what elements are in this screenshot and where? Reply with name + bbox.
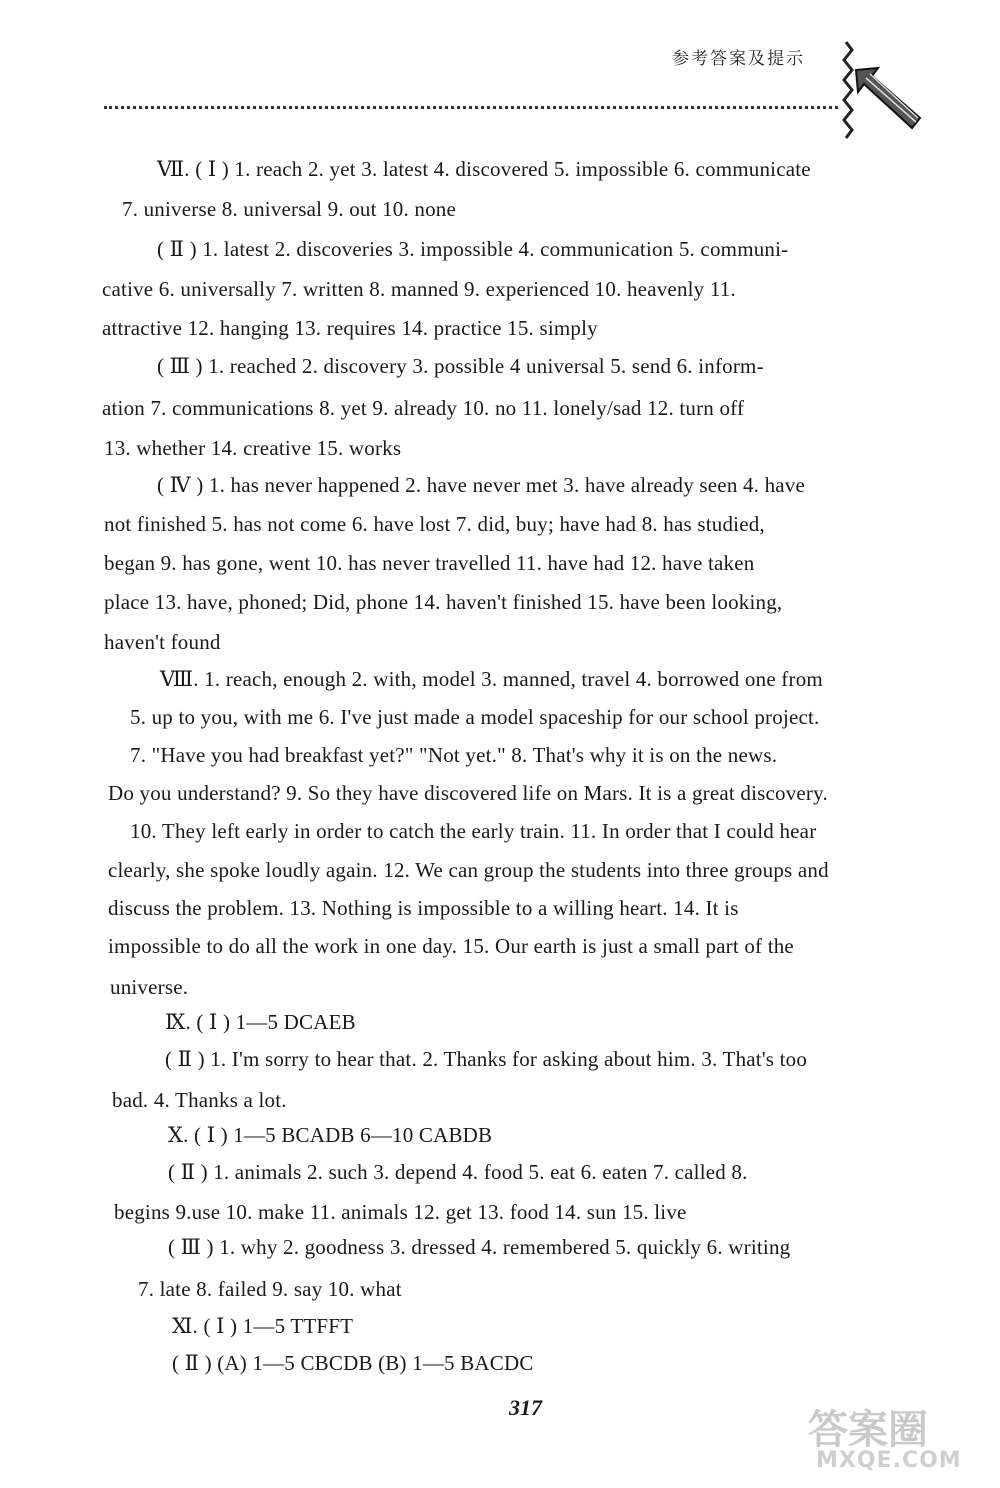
answer-line: ( Ⅱ ) 1. animals 2. such 3. depend 4. food 5. eat 6. eaten 7. called 8.	[168, 1160, 748, 1184]
answer-line: ( Ⅲ ) 1. reached 2. discovery 3. possible 4 universal 5. send 6. inform-	[157, 354, 764, 378]
arrow-decoration-icon	[838, 40, 928, 140]
answer-line: 5. up to you, with me 6. I've just made a model spaceship for our school project.	[130, 705, 820, 729]
answer-line: ation 7. communications 8. yet 9. already 10. no 11. lonely/sad 12. turn off	[102, 396, 745, 420]
answer-line: place 13. have, phoned; Did, phone 14. haven't finished 15. have been looking,	[104, 590, 783, 614]
answer-line: Ⅺ. ( Ⅰ ) 1—5 TTFFT	[172, 1314, 354, 1338]
watermark-logo-text: 答案圈	[808, 1407, 928, 1453]
header-title: 参考答案及提示	[672, 49, 805, 69]
answer-line: ( Ⅱ ) 1. I'm sorry to hear that. 2. Thanks for asking about him. 3. That's too	[165, 1047, 808, 1071]
answer-line: 7. universe 8. universal 9. out 10. none	[122, 197, 457, 221]
page-number: 317	[509, 1395, 542, 1420]
answer-line: haven't found	[104, 630, 221, 654]
answer-line: Ⅹ. ( Ⅰ ) 1—5 BCADB 6—10 CABDB	[168, 1123, 493, 1147]
answer-line: not finished 5. has not come 6. have lost 7. did, buy; have had 8. has studied,	[104, 512, 765, 536]
answer-line: Ⅶ. ( Ⅰ ) 1. reach 2. yet 3. latest 4. discovered 5. impossible 6. communicate	[157, 157, 811, 181]
answer-line: ( Ⅲ ) 1. why 2. goodness 3. dressed 4. remembered 5. quickly 6. writing	[168, 1235, 791, 1259]
answer-line: began 9. has gone, went 10. has never travelled 11. have had 12. have taken	[104, 551, 755, 575]
answer-line: impossible to do all the work in one day. 15. Our earth is just a small part of the	[108, 934, 794, 958]
watermark-url: MXQE.COM	[816, 1448, 962, 1473]
answer-line: cative 6. universally 7. written 8. manned 9. experienced 10. heavenly 11.	[102, 277, 736, 301]
answer-line: ( Ⅱ ) 1. latest 2. discoveries 3. impossible 4. communication 5. communi-	[157, 237, 789, 261]
answer-line: discuss the problem. 13. Nothing is impossible to a willing heart. 14. It is	[108, 896, 739, 920]
answer-line: universe.	[110, 975, 189, 999]
answer-line: begins 9.use 10. make 11. animals 12. get 13. food 14. sun 15. live	[114, 1200, 687, 1224]
answer-line: 13. whether 14. creative 15. works	[104, 436, 402, 460]
watermark-logo	[808, 1398, 988, 1478]
dotted-divider	[104, 98, 838, 109]
answer-line: Ⅸ. ( Ⅰ ) 1—5 DCAEB	[165, 1010, 356, 1034]
answer-line: clearly, she spoke loudly again. 12. We can group the students into three groups and	[108, 858, 829, 882]
answer-line: 7. "Have you had breakfast yet?" "Not yet." 8. That's why it is on the news.	[130, 743, 778, 767]
answer-line: ( Ⅱ ) (A) 1—5 CBCDB (B) 1—5 BACDC	[172, 1351, 534, 1375]
answer-line: bad. 4. Thanks a lot.	[112, 1088, 287, 1112]
answer-line: 10. They left early in order to catch the early train. 11. In order that I could hear	[130, 819, 817, 843]
answer-line: 7. late 8. failed 9. say 10. what	[138, 1277, 402, 1301]
answer-line: Ⅷ. 1. reach, enough 2. with, model 3. manned, travel 4. borrowed one from	[160, 667, 823, 691]
answer-line: Do you understand? 9. So they have discovered life on Mars. It is a great discovery.	[108, 781, 828, 805]
answer-line: attractive 12. hanging 13. requires 14. practice 15. simply	[102, 316, 598, 340]
answer-line: ( Ⅳ ) 1. has never happened 2. have never met 3. have already seen 4. have	[157, 473, 806, 497]
